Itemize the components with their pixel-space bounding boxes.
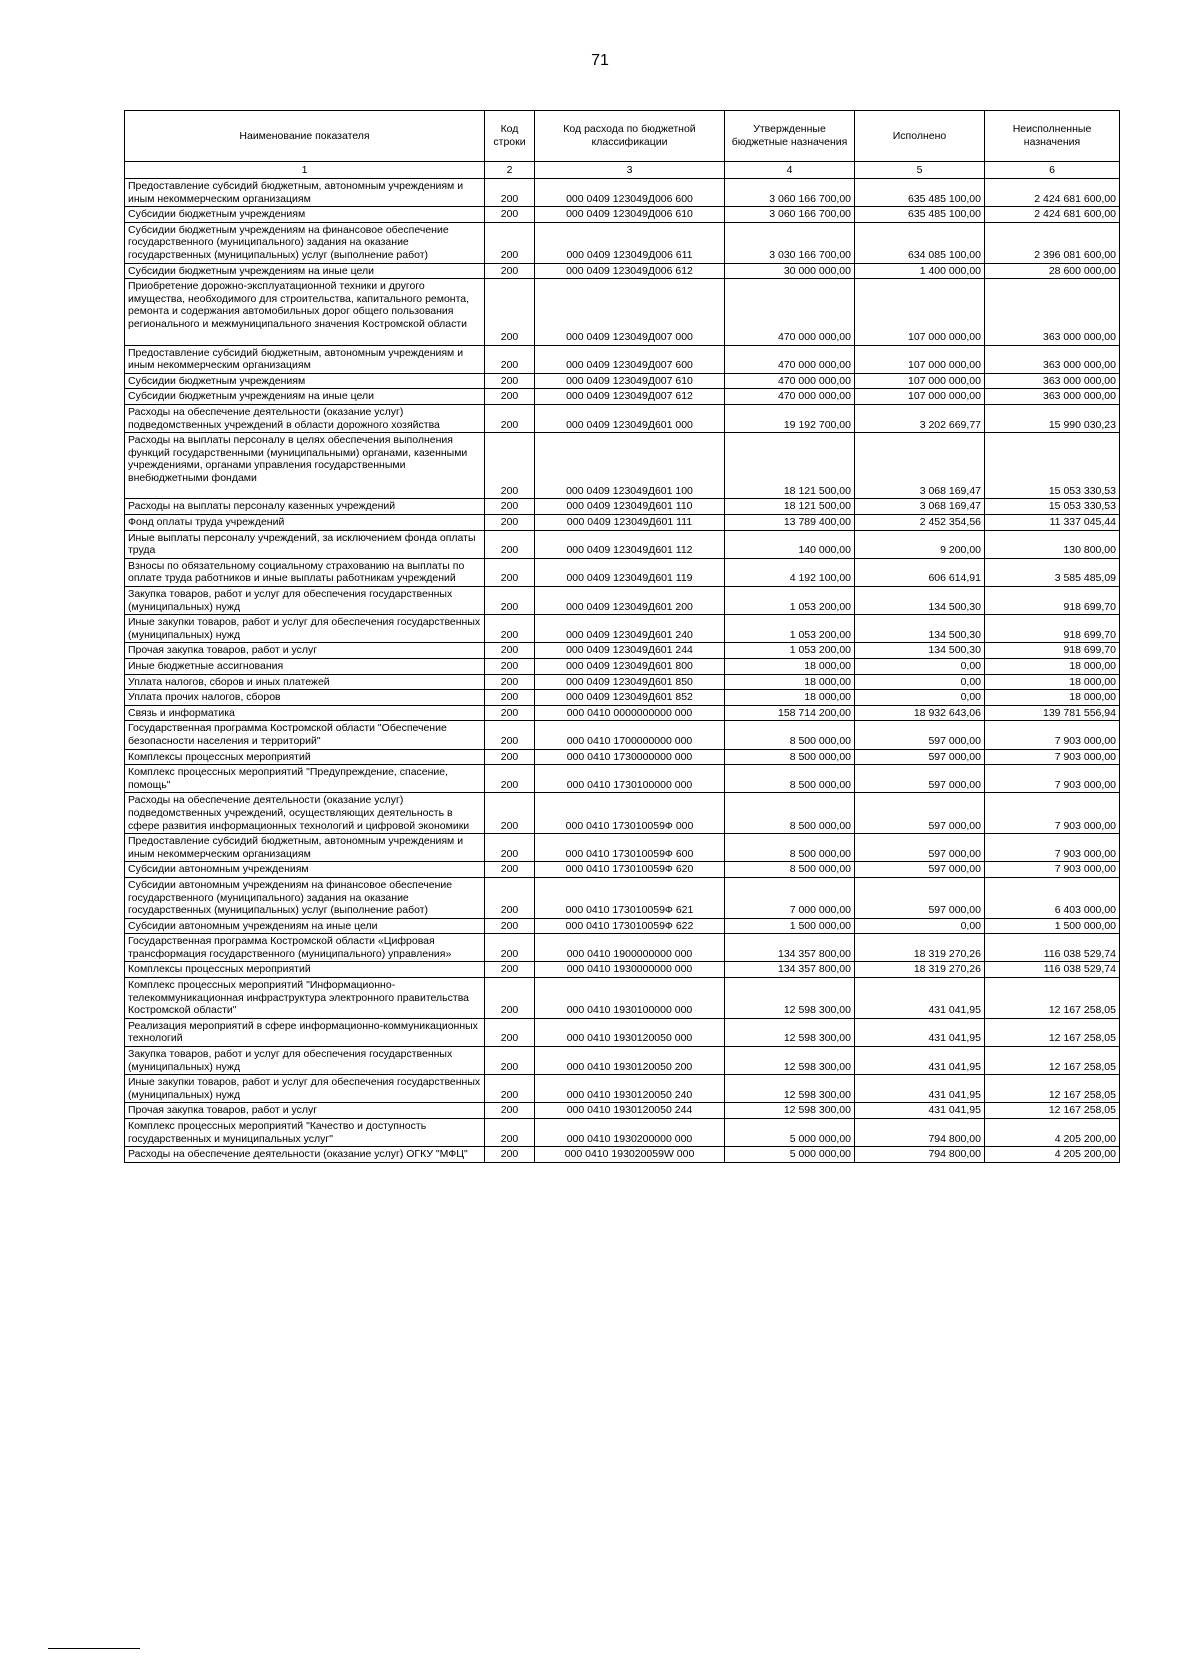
row-indicator-name: Субсидии автономным учреждениям на иные цели xyxy=(125,918,485,934)
row-line-code: 200 xyxy=(485,179,535,207)
table-row xyxy=(125,674,1120,690)
row-unexecuted-amount: 7 903 000,00 xyxy=(985,765,1120,793)
table-row xyxy=(125,862,1120,878)
row-executed-amount: 3 202 669,77 xyxy=(855,404,985,432)
table-row xyxy=(125,1047,1120,1075)
row-unexecuted-amount: 1 500 000,00 xyxy=(985,918,1120,934)
row-budget-code: 000 0409 123049Д601 244 xyxy=(535,643,725,659)
row-budget-code: 000 0410 173010059Ф 622 xyxy=(535,918,725,934)
row-budget-code: 000 0409 123049Д006 610 xyxy=(535,207,725,223)
table-row xyxy=(125,793,1120,834)
row-budget-code: 000 0409 123049Д601 112 xyxy=(535,530,725,558)
row-unexecuted-amount: 12 167 258,05 xyxy=(985,978,1120,1019)
row-unexecuted-amount: 2 424 681 600,00 xyxy=(985,179,1120,207)
row-unexecuted-amount: 15 990 030,23 xyxy=(985,404,1120,432)
row-budget-code: 000 0409 123049Д601 119 xyxy=(535,558,725,586)
row-executed-amount: 431 041,95 xyxy=(855,978,985,1019)
row-approved-amount: 5 000 000,00 xyxy=(725,1147,855,1163)
row-unexecuted-amount: 2 424 681 600,00 xyxy=(985,207,1120,223)
row-indicator-name: Субсидии автономным учреждениям xyxy=(125,862,485,878)
row-line-code: 200 xyxy=(485,643,535,659)
row-executed-amount: 431 041,95 xyxy=(855,1103,985,1119)
header-approved: Утвержденные бюджетные назначения xyxy=(725,111,855,162)
table-row xyxy=(125,1119,1120,1147)
row-approved-amount: 134 357 800,00 xyxy=(725,934,855,962)
row-approved-amount: 19 192 700,00 xyxy=(725,404,855,432)
row-executed-amount: 134 500,30 xyxy=(855,587,985,615)
table-row xyxy=(125,721,1120,749)
row-unexecuted-amount: 15 053 330,53 xyxy=(985,499,1120,515)
row-unexecuted-amount: 28 600 000,00 xyxy=(985,263,1120,279)
row-indicator-name: Государственная программа Костромской области «Цифровая трансформация государственного (муниципального) управления» xyxy=(125,934,485,962)
row-unexecuted-amount: 4 205 200,00 xyxy=(985,1147,1120,1163)
table-row xyxy=(125,179,1120,207)
row-indicator-name: Субсидии автономным учреждениям на финансовое обеспечение государственного (муниципального) задания на оказание государственных (муниципальных) услуг (выполнение работ) xyxy=(125,877,485,918)
column-number-row xyxy=(125,162,1120,179)
column-number: 6 xyxy=(985,162,1120,179)
table-row xyxy=(125,1103,1120,1119)
row-executed-amount: 18 319 270,26 xyxy=(855,934,985,962)
table-row xyxy=(125,558,1120,586)
row-indicator-name: Комплекс процессных мероприятий "Информационно-телекоммуникационная инфраструктура электронного правительства Костромской области" xyxy=(125,978,485,1019)
row-line-code: 200 xyxy=(485,934,535,962)
row-executed-amount: 635 485 100,00 xyxy=(855,179,985,207)
table-row xyxy=(125,978,1120,1019)
row-unexecuted-amount: 7 903 000,00 xyxy=(985,834,1120,862)
row-approved-amount: 18 000,00 xyxy=(725,659,855,675)
row-executed-amount: 2 452 354,56 xyxy=(855,515,985,531)
table-row xyxy=(125,690,1120,706)
row-line-code: 200 xyxy=(485,1147,535,1163)
row-unexecuted-amount: 7 903 000,00 xyxy=(985,749,1120,765)
row-unexecuted-amount: 6 403 000,00 xyxy=(985,877,1120,918)
table-row xyxy=(125,877,1120,918)
row-approved-amount: 8 500 000,00 xyxy=(725,749,855,765)
row-indicator-name: Субсидии бюджетным учреждениям на иные цели xyxy=(125,263,485,279)
row-indicator-name: Фонд оплаты труда учреждений xyxy=(125,515,485,531)
row-budget-code: 000 0409 123049Д601 100 xyxy=(535,433,725,499)
row-approved-amount: 18 000,00 xyxy=(725,674,855,690)
row-budget-code: 000 0410 1730100000 000 xyxy=(535,765,725,793)
row-line-code: 200 xyxy=(485,1018,535,1046)
row-budget-code: 000 0410 1930120050 000 xyxy=(535,1018,725,1046)
row-unexecuted-amount: 7 903 000,00 xyxy=(985,862,1120,878)
row-executed-amount: 635 485 100,00 xyxy=(855,207,985,223)
row-line-code: 200 xyxy=(485,515,535,531)
row-budget-code: 000 0410 1930000000 000 xyxy=(535,962,725,978)
row-executed-amount: 3 068 169,47 xyxy=(855,433,985,499)
row-line-code: 200 xyxy=(485,587,535,615)
table-row xyxy=(125,433,1120,499)
row-budget-code: 000 0409 123049Д601 800 xyxy=(535,659,725,675)
row-line-code: 200 xyxy=(485,1047,535,1075)
row-executed-amount: 597 000,00 xyxy=(855,749,985,765)
table-row xyxy=(125,1075,1120,1103)
row-budget-code: 000 0409 123049Д006 612 xyxy=(535,263,725,279)
row-unexecuted-amount: 12 167 258,05 xyxy=(985,1103,1120,1119)
row-unexecuted-amount: 4 205 200,00 xyxy=(985,1119,1120,1147)
row-line-code: 200 xyxy=(485,373,535,389)
header-unexecuted: Неисполненные назначения xyxy=(985,111,1120,162)
row-line-code: 200 xyxy=(485,207,535,223)
table-row xyxy=(125,705,1120,721)
row-approved-amount: 1 053 200,00 xyxy=(725,643,855,659)
row-indicator-name: Субсидии бюджетным учреждениям xyxy=(125,207,485,223)
row-executed-amount: 3 068 169,47 xyxy=(855,499,985,515)
row-executed-amount: 597 000,00 xyxy=(855,721,985,749)
column-number: 3 xyxy=(535,162,725,179)
row-line-code: 200 xyxy=(485,499,535,515)
row-approved-amount: 470 000 000,00 xyxy=(725,279,855,345)
row-executed-amount: 107 000 000,00 xyxy=(855,345,985,373)
row-unexecuted-amount: 11 337 045,44 xyxy=(985,515,1120,531)
row-line-code: 200 xyxy=(485,690,535,706)
row-budget-code: 000 0410 193020059W 000 xyxy=(535,1147,725,1163)
table-header-row xyxy=(125,111,1120,162)
row-line-code: 200 xyxy=(485,279,535,345)
row-indicator-name: Связь и информатика xyxy=(125,705,485,721)
row-line-code: 200 xyxy=(485,834,535,862)
row-indicator-name: Субсидии бюджетным учреждениям на финансовое обеспечение государственного (муниципального) задания на оказание государственных (муниципальных) услуг (выполнение работ) xyxy=(125,222,485,263)
table-row xyxy=(125,1147,1120,1163)
row-unexecuted-amount: 139 781 556,94 xyxy=(985,705,1120,721)
row-line-code: 200 xyxy=(485,1103,535,1119)
row-indicator-name: Субсидии бюджетным учреждениям на иные цели xyxy=(125,389,485,405)
table-row xyxy=(125,279,1120,345)
row-approved-amount: 7 000 000,00 xyxy=(725,877,855,918)
header-executed: Исполнено xyxy=(855,111,985,162)
row-executed-amount: 0,00 xyxy=(855,690,985,706)
row-budget-code: 000 0410 0000000000 000 xyxy=(535,705,725,721)
row-indicator-name: Расходы на обеспечение деятельности (оказание услуг) подведомственных учреждений, осуществляющих деятельность в сфере развития информационных технологий и цифровой экономики xyxy=(125,793,485,834)
row-unexecuted-amount: 116 038 529,74 xyxy=(985,962,1120,978)
row-budget-code: 000 0410 1900000000 000 xyxy=(535,934,725,962)
row-unexecuted-amount: 918 699,70 xyxy=(985,615,1120,643)
row-approved-amount: 12 598 300,00 xyxy=(725,1047,855,1075)
row-budget-code: 000 0409 123049Д007 610 xyxy=(535,373,725,389)
row-unexecuted-amount: 363 000 000,00 xyxy=(985,345,1120,373)
row-approved-amount: 140 000,00 xyxy=(725,530,855,558)
row-budget-code: 000 0409 123049Д601 000 xyxy=(535,404,725,432)
row-line-code: 200 xyxy=(485,918,535,934)
row-indicator-name: Комплексы процессных мероприятий xyxy=(125,749,485,765)
row-unexecuted-amount: 12 167 258,05 xyxy=(985,1018,1120,1046)
budget-execution-table xyxy=(124,110,1120,1163)
footer-divider xyxy=(48,1648,140,1649)
row-executed-amount: 794 800,00 xyxy=(855,1147,985,1163)
row-indicator-name: Расходы на выплаты персоналу в целях обеспечения выполнения функций государственными (муниципальными) органами, казенными учреждениями, органами управления государственными внебюджетными фондами xyxy=(125,433,485,499)
row-indicator-name: Расходы на обеспечение деятельности (оказание услуг) ОГКУ "МФЦ" xyxy=(125,1147,485,1163)
row-approved-amount: 1 053 200,00 xyxy=(725,615,855,643)
row-line-code: 200 xyxy=(485,962,535,978)
row-indicator-name: Уплата прочих налогов, сборов xyxy=(125,690,485,706)
row-indicator-name: Субсидии бюджетным учреждениям xyxy=(125,373,485,389)
row-approved-amount: 8 500 000,00 xyxy=(725,765,855,793)
row-indicator-name: Комплекс процессных мероприятий "Качество и доступность государственных и муниципальных услуг" xyxy=(125,1119,485,1147)
row-approved-amount: 12 598 300,00 xyxy=(725,1103,855,1119)
row-unexecuted-amount: 18 000,00 xyxy=(985,690,1120,706)
row-unexecuted-amount: 7 903 000,00 xyxy=(985,721,1120,749)
row-budget-code: 000 0410 1930120050 240 xyxy=(535,1075,725,1103)
row-indicator-name: Расходы на выплаты персоналу казенных учреждений xyxy=(125,499,485,515)
row-line-code: 200 xyxy=(485,978,535,1019)
table-row xyxy=(125,1018,1120,1046)
row-approved-amount: 5 000 000,00 xyxy=(725,1119,855,1147)
row-budget-code: 000 0410 1700000000 000 xyxy=(535,721,725,749)
row-approved-amount: 8 500 000,00 xyxy=(725,862,855,878)
row-unexecuted-amount: 130 800,00 xyxy=(985,530,1120,558)
row-unexecuted-amount: 12 167 258,05 xyxy=(985,1075,1120,1103)
row-unexecuted-amount: 18 000,00 xyxy=(985,674,1120,690)
row-approved-amount: 1 053 200,00 xyxy=(725,587,855,615)
row-executed-amount: 431 041,95 xyxy=(855,1075,985,1103)
row-executed-amount: 134 500,30 xyxy=(855,643,985,659)
row-approved-amount: 13 789 400,00 xyxy=(725,515,855,531)
row-executed-amount: 431 041,95 xyxy=(855,1018,985,1046)
row-budget-code: 000 0409 123049Д601 850 xyxy=(535,674,725,690)
row-budget-code: 000 0409 123049Д601 111 xyxy=(535,515,725,531)
row-budget-code: 000 0409 123049Д601 852 xyxy=(535,690,725,706)
row-line-code: 200 xyxy=(485,721,535,749)
table-row xyxy=(125,765,1120,793)
table-row xyxy=(125,207,1120,223)
row-indicator-name: Закупка товаров, работ и услуг для обеспечения государственных (муниципальных) нужд xyxy=(125,1047,485,1075)
row-executed-amount: 597 000,00 xyxy=(855,877,985,918)
table-row xyxy=(125,643,1120,659)
row-unexecuted-amount: 15 053 330,53 xyxy=(985,433,1120,499)
table-row xyxy=(125,263,1120,279)
row-line-code: 200 xyxy=(485,749,535,765)
row-indicator-name: Предоставление субсидий бюджетным, автономным учреждениям и иным некоммерческим организациям xyxy=(125,345,485,373)
row-executed-amount: 597 000,00 xyxy=(855,765,985,793)
row-indicator-name: Государственная программа Костромской области "Обеспечение безопасности населения и территорий" xyxy=(125,721,485,749)
header-budget-classification: Код расхода по бюджетной классификации xyxy=(535,111,725,162)
row-executed-amount: 134 500,30 xyxy=(855,615,985,643)
row-indicator-name: Предоставление субсидий бюджетным, автономным учреждениям и иным некоммерческим организациям xyxy=(125,179,485,207)
table-row xyxy=(125,404,1120,432)
row-executed-amount: 18 319 270,26 xyxy=(855,962,985,978)
row-indicator-name: Предоставление субсидий бюджетным, автономным учреждениям и иным некоммерческим организациям xyxy=(125,834,485,862)
row-budget-code: 000 0409 123049Д007 000 xyxy=(535,279,725,345)
row-approved-amount: 158 714 200,00 xyxy=(725,705,855,721)
row-unexecuted-amount: 363 000 000,00 xyxy=(985,373,1120,389)
row-executed-amount: 431 041,95 xyxy=(855,1047,985,1075)
column-number: 5 xyxy=(855,162,985,179)
row-budget-code: 000 0409 123049Д601 110 xyxy=(535,499,725,515)
row-approved-amount: 4 192 100,00 xyxy=(725,558,855,586)
row-executed-amount: 9 200,00 xyxy=(855,530,985,558)
row-budget-code: 000 0409 123049Д601 200 xyxy=(535,587,725,615)
row-unexecuted-amount: 12 167 258,05 xyxy=(985,1047,1120,1075)
row-budget-code: 000 0409 123049Д007 612 xyxy=(535,389,725,405)
row-approved-amount: 3 060 166 700,00 xyxy=(725,179,855,207)
row-budget-code: 000 0410 173010059Ф 621 xyxy=(535,877,725,918)
row-unexecuted-amount: 2 396 081 600,00 xyxy=(985,222,1120,263)
row-approved-amount: 134 357 800,00 xyxy=(725,962,855,978)
row-executed-amount: 18 932 643,06 xyxy=(855,705,985,721)
row-budget-code: 000 0410 1930200000 000 xyxy=(535,1119,725,1147)
row-approved-amount: 8 500 000,00 xyxy=(725,721,855,749)
header-indicator-name: Наименование показателя xyxy=(125,111,485,162)
row-approved-amount: 12 598 300,00 xyxy=(725,1075,855,1103)
row-executed-amount: 0,00 xyxy=(855,674,985,690)
table-row xyxy=(125,918,1120,934)
row-budget-code: 000 0410 1930120050 200 xyxy=(535,1047,725,1075)
row-approved-amount: 18 000,00 xyxy=(725,690,855,706)
row-budget-code: 000 0410 1730000000 000 xyxy=(535,749,725,765)
row-line-code: 200 xyxy=(485,433,535,499)
row-line-code: 200 xyxy=(485,793,535,834)
row-approved-amount: 18 121 500,00 xyxy=(725,433,855,499)
row-indicator-name: Иные выплаты персоналу учреждений, за исключением фонда оплаты труда xyxy=(125,530,485,558)
row-line-code: 200 xyxy=(485,615,535,643)
row-line-code: 200 xyxy=(485,674,535,690)
row-executed-amount: 597 000,00 xyxy=(855,834,985,862)
row-budget-code: 000 0409 123049Д006 611 xyxy=(535,222,725,263)
row-line-code: 200 xyxy=(485,389,535,405)
table-row xyxy=(125,222,1120,263)
row-budget-code: 000 0410 173010059Ф 000 xyxy=(535,793,725,834)
table-row xyxy=(125,499,1120,515)
row-executed-amount: 0,00 xyxy=(855,918,985,934)
row-executed-amount: 606 614,91 xyxy=(855,558,985,586)
row-budget-code: 000 0410 173010059Ф 600 xyxy=(535,834,725,862)
table-row xyxy=(125,659,1120,675)
row-indicator-name: Комплексы процессных мероприятий xyxy=(125,962,485,978)
row-indicator-name: Приобретение дорожно-эксплуатационной техники и другого имущества, необходимого для строительства, капитального ремонта, ремонта и содержания автомобильных дорог общего пользования регионального и межмуниципального значения Костромской области xyxy=(125,279,485,345)
row-line-code: 200 xyxy=(485,530,535,558)
row-unexecuted-amount: 363 000 000,00 xyxy=(985,389,1120,405)
table-row xyxy=(125,515,1120,531)
row-approved-amount: 470 000 000,00 xyxy=(725,389,855,405)
row-indicator-name: Прочая закупка товаров, работ и услуг xyxy=(125,643,485,659)
row-executed-amount: 794 800,00 xyxy=(855,1119,985,1147)
row-budget-code: 000 0409 123049Д601 240 xyxy=(535,615,725,643)
row-approved-amount: 470 000 000,00 xyxy=(725,373,855,389)
row-line-code: 200 xyxy=(485,659,535,675)
table-row xyxy=(125,834,1120,862)
row-line-code: 200 xyxy=(485,345,535,373)
row-executed-amount: 597 000,00 xyxy=(855,793,985,834)
row-indicator-name: Иные закупки товаров, работ и услуг для обеспечения государственных (муниципальных) нужд xyxy=(125,615,485,643)
table-body xyxy=(125,179,1120,1163)
row-unexecuted-amount: 363 000 000,00 xyxy=(985,279,1120,345)
row-line-code: 200 xyxy=(485,862,535,878)
row-indicator-name: Иные закупки товаров, работ и услуг для обеспечения государственных (муниципальных) нужд xyxy=(125,1075,485,1103)
table-row xyxy=(125,373,1120,389)
table-row xyxy=(125,962,1120,978)
row-line-code: 200 xyxy=(485,705,535,721)
row-line-code: 200 xyxy=(485,558,535,586)
table-row xyxy=(125,587,1120,615)
row-approved-amount: 1 500 000,00 xyxy=(725,918,855,934)
row-executed-amount: 107 000 000,00 xyxy=(855,373,985,389)
table-row xyxy=(125,530,1120,558)
row-executed-amount: 0,00 xyxy=(855,659,985,675)
row-budget-code: 000 0410 173010059Ф 620 xyxy=(535,862,725,878)
row-unexecuted-amount: 918 699,70 xyxy=(985,587,1120,615)
table-row xyxy=(125,345,1120,373)
row-line-code: 200 xyxy=(485,263,535,279)
row-indicator-name: Реализация мероприятий в сфере информационно-коммуникационных технологий xyxy=(125,1018,485,1046)
row-executed-amount: 1 400 000,00 xyxy=(855,263,985,279)
row-approved-amount: 30 000 000,00 xyxy=(725,263,855,279)
row-indicator-name: Закупка товаров, работ и услуг для обеспечения государственных (муниципальных) нужд xyxy=(125,587,485,615)
row-indicator-name: Иные бюджетные ассигнования xyxy=(125,659,485,675)
row-indicator-name: Уплата налогов, сборов и иных платежей xyxy=(125,674,485,690)
row-unexecuted-amount: 918 699,70 xyxy=(985,643,1120,659)
page-number: 71 xyxy=(591,52,609,69)
column-number: 4 xyxy=(725,162,855,179)
table-row xyxy=(125,749,1120,765)
row-budget-code: 000 0409 123049Д006 600 xyxy=(535,179,725,207)
row-unexecuted-amount: 7 903 000,00 xyxy=(985,793,1120,834)
row-approved-amount: 12 598 300,00 xyxy=(725,978,855,1019)
row-executed-amount: 597 000,00 xyxy=(855,862,985,878)
row-line-code: 200 xyxy=(485,765,535,793)
row-executed-amount: 634 085 100,00 xyxy=(855,222,985,263)
row-line-code: 200 xyxy=(485,222,535,263)
row-indicator-name: Расходы на обеспечение деятельности (оказание услуг) подведомственных учреждений в области дорожного хозяйства xyxy=(125,404,485,432)
row-indicator-name: Взносы по обязательному социальному страхованию на выплаты по оплате труда работников и иные выплаты работникам учреждений xyxy=(125,558,485,586)
row-approved-amount: 3 030 166 700,00 xyxy=(725,222,855,263)
column-number: 1 xyxy=(125,162,485,179)
row-approved-amount: 8 500 000,00 xyxy=(725,793,855,834)
row-approved-amount: 8 500 000,00 xyxy=(725,834,855,862)
row-line-code: 200 xyxy=(485,1075,535,1103)
column-number: 2 xyxy=(485,162,535,179)
row-executed-amount: 107 000 000,00 xyxy=(855,279,985,345)
row-executed-amount: 107 000 000,00 xyxy=(855,389,985,405)
row-indicator-name: Комплекс процессных мероприятий "Предупреждение, спасение, помощь" xyxy=(125,765,485,793)
row-unexecuted-amount: 116 038 529,74 xyxy=(985,934,1120,962)
table-row xyxy=(125,934,1120,962)
row-budget-code: 000 0410 1930100000 000 xyxy=(535,978,725,1019)
row-approved-amount: 12 598 300,00 xyxy=(725,1018,855,1046)
table-row xyxy=(125,615,1120,643)
row-approved-amount: 3 060 166 700,00 xyxy=(725,207,855,223)
row-line-code: 200 xyxy=(485,1119,535,1147)
row-unexecuted-amount: 18 000,00 xyxy=(985,659,1120,675)
row-approved-amount: 18 121 500,00 xyxy=(725,499,855,515)
row-line-code: 200 xyxy=(485,877,535,918)
row-unexecuted-amount: 3 585 485,09 xyxy=(985,558,1120,586)
row-budget-code: 000 0410 1930120050 244 xyxy=(535,1103,725,1119)
row-approved-amount: 470 000 000,00 xyxy=(725,345,855,373)
table-row xyxy=(125,389,1120,405)
row-line-code: 200 xyxy=(485,404,535,432)
row-budget-code: 000 0409 123049Д007 600 xyxy=(535,345,725,373)
header-line-code: Код строки xyxy=(485,111,535,162)
row-indicator-name: Прочая закупка товаров, работ и услуг xyxy=(125,1103,485,1119)
